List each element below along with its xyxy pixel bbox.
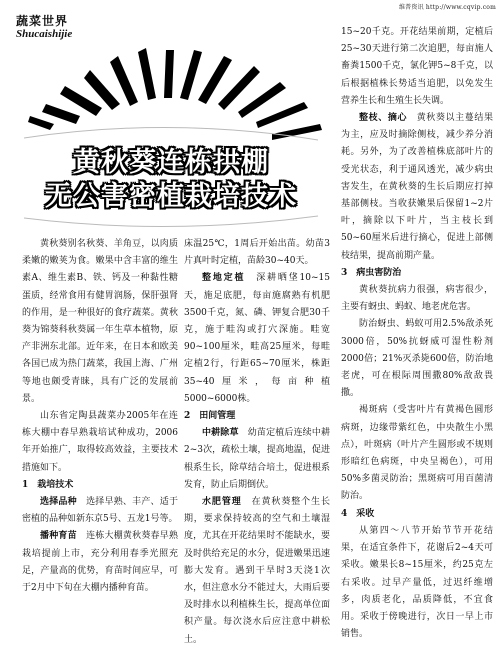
article-title-line1: 黄秋葵连栋拱棚 <box>73 147 269 178</box>
paragraph <box>184 425 330 494</box>
masthead-title: 蔬菜世界 <box>16 14 69 28</box>
paragraph: 从第四～八节开始节节开花结果，在适宜条件下，花谢后2~4天可采收。嫩果长8~15厘米，约25克左右采收。过早产量低，过迟纤维增多，肉质老化，品质降低，不宜食用。采收于傍晚进行，次日一早上市销售。 <box>341 525 493 640</box>
paragraph <box>22 494 178 528</box>
subheading: 选择品种 <box>40 497 77 508</box>
article-title-line2: 无公害密植栽培技术 <box>45 181 297 212</box>
paragraph: 褐斑病（受害叶片有黄褐色圆形病斑，边缘带紫红色，中央散生小黑点），叶斑病（叶片产生圆形或不规则形暗红色病斑，中央呈褐色），可用50%多菌灵防治；黑斑病可用百菌清防治。 <box>341 405 493 502</box>
section-heading: 1 栽培技术 <box>22 479 74 490</box>
paragraph: 床温25℃，1周后开始出苗。幼苗3片真叶时定植，苗龄30~40天。 <box>184 239 330 267</box>
paragraph: 15~20千克。开花结果前期，定植后25~30天进行第二次追肥，每亩施人畜粪1500千克，氯化钾5~8千克，以后根据植株长势适当追肥，以免发生营养生长和生殖生长失调。 <box>341 27 493 106</box>
paragraph-text: 黄秋葵以主蔓结果为主，应及时摘除侧枝，减少养分消耗。另外，为了改善植株底部叶片的受光状态，利于通风透光，减少病虫害发生，在黄秋葵的生长后期应打掉基部侧枝。当收获嫩果后保留1~2片叶，摘除以下叶片，当主枝长到50~60厘米后进行摘心，促进上部侧枝结果，提高前期产量。 <box>341 113 493 261</box>
paragraph-text: 连栋大棚黄秋葵春早熟栽培提前上市，充分利用春季光照充足，产量高的优势，育苗时间应早，可于2月中下旬在大棚内播种育苗。 <box>22 531 178 594</box>
paragraph-text: 深耕晒垡10~15天，施足底肥，每亩施腐熟有机肥3500千克，氮、磷、钾复合肥30千克，施于畦沟或打穴深施。畦宽90~100厘米，畦高25厘米，每畦定植2行，行距65~70厘米，株距35~40厘米，每亩种植5000~6000株。 <box>184 273 330 404</box>
subheading: 水肥管理 <box>202 497 242 508</box>
paragraph <box>341 110 493 265</box>
okra-illustration <box>10 46 332 232</box>
paragraph: 黄秋葵别名秋葵、羊角豆，以肉质柔嫩的嫩荚为食。嫩果中含丰富的维生素A、维生素B、铁、钙及一种黏性糖蛋质，经常食用有健胃润肠，保肝强肾的作用，是一种很好的食疗蔬菜。黄秋葵为锦葵科秋葵属一年生草本植物，原产非洲东北部。近年来，在日本和欧美各国已成为热门蔬菜，我国上海、广州等地也颇受青睐，具有广泛的发展前景。 <box>22 239 178 404</box>
subheading: 整枝、摘心 <box>359 113 408 124</box>
paragraph <box>184 494 330 649</box>
section-heading: 3 病虫害防治 <box>341 267 402 278</box>
masthead-pinyin: Shucaishijie <box>16 28 73 40</box>
column-3 <box>341 24 493 643</box>
paragraph-text: 在黄秋葵整个生长期，要求保持较高的空气和土壤湿度，尤其在开花结果时不能缺水，要及时供给充足的水分，促进嫩果迅速膨大发育。遇到干旱时3天浇1次水，但注意水分不能过大，大雨后要及时排水以利植株生长，提高单位面积产量。每次浇水后应注意中耕松土。 <box>184 497 330 645</box>
section-heading: 4 采收 <box>341 508 375 519</box>
paragraph <box>22 528 178 597</box>
section-heading: 2 田间管理 <box>184 411 236 422</box>
paragraph-text: 幼苗定植后连续中耕2~3次，疏松土壤，提高地温，促进根系生长，除草结合培土，促进根系发育，防止后期倒伏。 <box>184 428 330 490</box>
masthead <box>16 12 72 40</box>
column-2 <box>184 236 330 649</box>
subheading: 整地定植 <box>202 273 246 284</box>
paragraph: 山东省定陶县蔬菜办2005年在连栋大棚中春早熟栽培试种成功，2006年开始推广，取得较高效益，主要技术措施如下。 <box>22 411 178 473</box>
subheading: 播种育苗 <box>40 531 77 542</box>
paragraph: 黄秋葵抗病力很强，病害很少，主要有蚜虫、蚂蚁、地老虎危害。 <box>341 285 493 313</box>
paragraph-text: 选择早熟、丰产、适于密植的品种如新东京5号、五龙1号等。 <box>22 497 178 525</box>
paragraph <box>184 270 330 408</box>
watermark: 维普资讯 http://www.cqvip.com <box>398 4 496 11</box>
subheading: 中耕除草 <box>202 428 239 439</box>
column-1 <box>22 236 178 597</box>
paragraph: 防治蚜虫、蚂蚁可用2.5%敌杀死3000倍，50%抗蚜威可湿性粉剂2000倍；21%灭杀毙600倍，防治地老虎，可在根际周围撒80%敌敌畏撒。 <box>341 319 493 399</box>
